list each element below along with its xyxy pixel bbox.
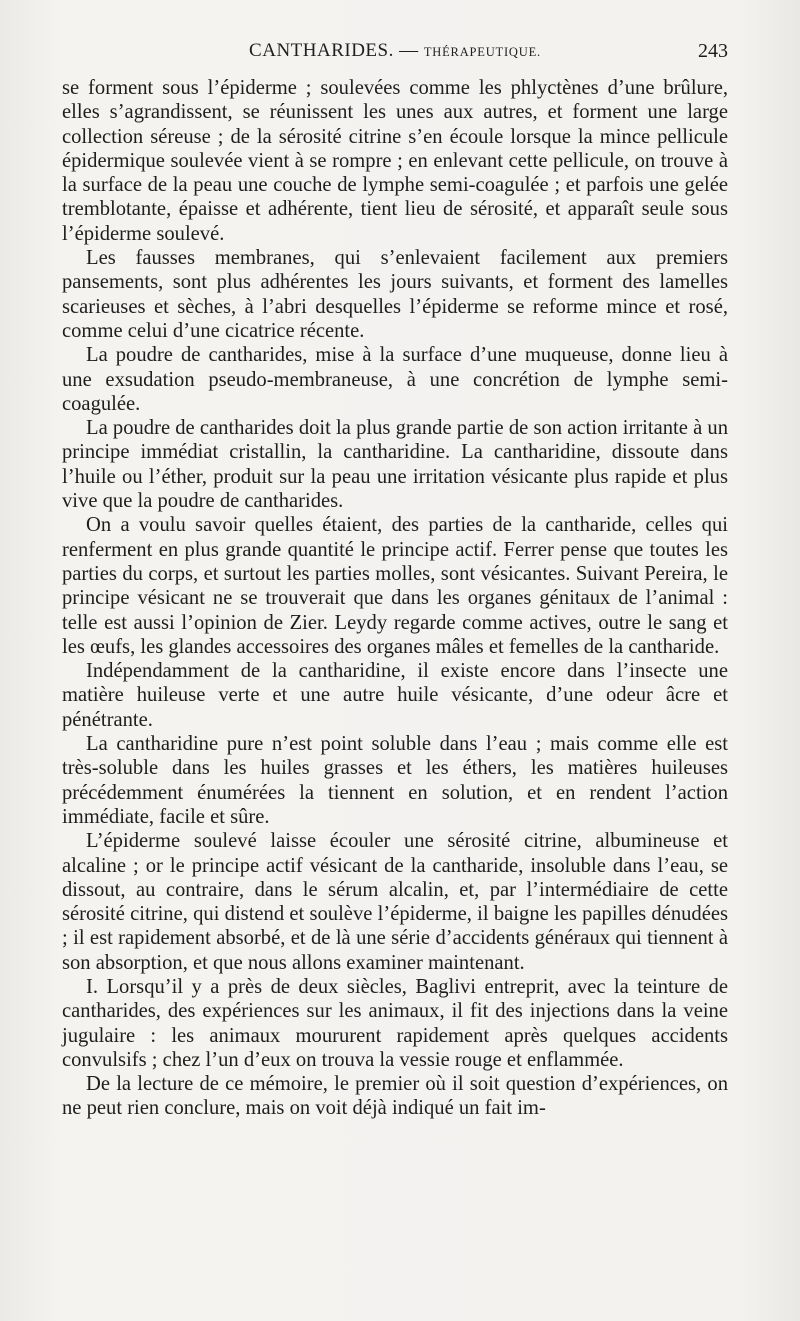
paragraph: Indépendamment de la cantharidine, il existe encore dans l’insecte une matière huileuse verte et une autre huile vésicante, d’une odeur âcre et pénétrante. bbox=[62, 660, 728, 731]
paragraph: La poudre de cantharides, mise à la surface d’une muqueuse, donne lieu à une exsudation pseudo-membraneuse, à une concrétion de lymphe semi-coagulée. bbox=[62, 344, 728, 415]
paragraph: La cantharidine pure n’est point soluble dans l’eau ; mais comme elle est très-soluble dans les huiles grasses et les éthers, les matières huileuses précédemment énumérées la tiennent en solution, et en rendent l’action immédiate, facile et sûre. bbox=[62, 733, 728, 828]
chapter-title: CANTHARIDES. bbox=[249, 40, 394, 61]
title-separator: — bbox=[399, 40, 419, 61]
body-text bbox=[62, 76, 728, 1121]
paragraph: De la lecture de ce mémoire, le premier où il soit question d’expériences, on ne peut rien conclure, mais on voit déjà indiqué un fait im- bbox=[62, 1073, 728, 1120]
paragraph: On a voulu savoir quelles étaient, des parties de la cantharide, celles qui renferment en plus grande quantité le principe actif. Ferrer pense que toutes les parties du corps, et surtout les parties molles, sont vésicantes. Suivant Pereira, le principe vésicant ne se trouverait que dans les organes génitaux de l’animal : telle est aussi l’opinion de Zier. Leydy regarde comme actives, outre le sang et les œufs, les glandes accessoires des organes mâles et femelles de la cantharide. bbox=[62, 514, 728, 658]
paragraph: se forment sous l’épiderme ; soulevées comme les phlyctènes d’une brûlure, elles s’agrandissent, se réunissent les unes aux autres, et forment une large collection séreuse ; de la sérosité citrine s’en écoule lorsque la mince pellicule épidermique soulevée vient à se rompre ; en enlevant cette pellicule, on trouve à la surface de la peau une couche de lymphe semi-coagulée ; et parfois une gelée tremblotante, épaisse et adhérente, tient lieu de sérosité, et apparaît seule sous l’épiderme soulevé. bbox=[62, 77, 728, 245]
page-number: 243 bbox=[698, 40, 728, 62]
page-header bbox=[62, 40, 728, 68]
running-head bbox=[62, 40, 728, 62]
paragraph: La poudre de cantharides doit la plus grande partie de son action irritante à un principe immédiat cristallin, la cantharidine. La cantharidine, dissoute dans l’huile ou l’éther, produit sur la peau une irritation vésicante plus rapide et plus vive que la poudre de cantharides. bbox=[62, 417, 728, 513]
paragraph: Les fausses membranes, qui s’enlevaient facilement aux premiers pansements, sont plus adhérentes les jours suivants, et forment des lamelles scarieuses et sèches, à l’abri desquelles l’épiderme se reforme mince et rosé, comme celui d’une cicatrice récente. bbox=[62, 247, 728, 342]
paragraph: L’épiderme soulevé laisse écouler une sérosité citrine, albumineuse et alcaline ; or le principe actif vésicant de la cantharide, insoluble dans l’eau, se dissout, au contraire, dans le sérum alcalin, et, par l’intermédiaire de cette sérosité citrine, qui distend et soulève l’épiderme, il baigne les papilles dénudées ; il est rapidement absorbé, et de là une série d’accidents généraux qui tiennent à son absorption, et que nous allons examiner maintenant. bbox=[62, 830, 728, 974]
section-title: THÉRAPEUTIQUE. bbox=[423, 45, 541, 59]
paragraph: I. Lorsqu’il y a près de deux siècles, Baglivi entreprit, avec la teinture de cantharides, des expériences sur les animaux, il fit des injections dans la veine jugulaire : les animaux moururent rapidement après quelques accidents convulsifs ; chez l’un d’eux on trouva la vessie rouge et enflammée. bbox=[62, 975, 728, 1071]
